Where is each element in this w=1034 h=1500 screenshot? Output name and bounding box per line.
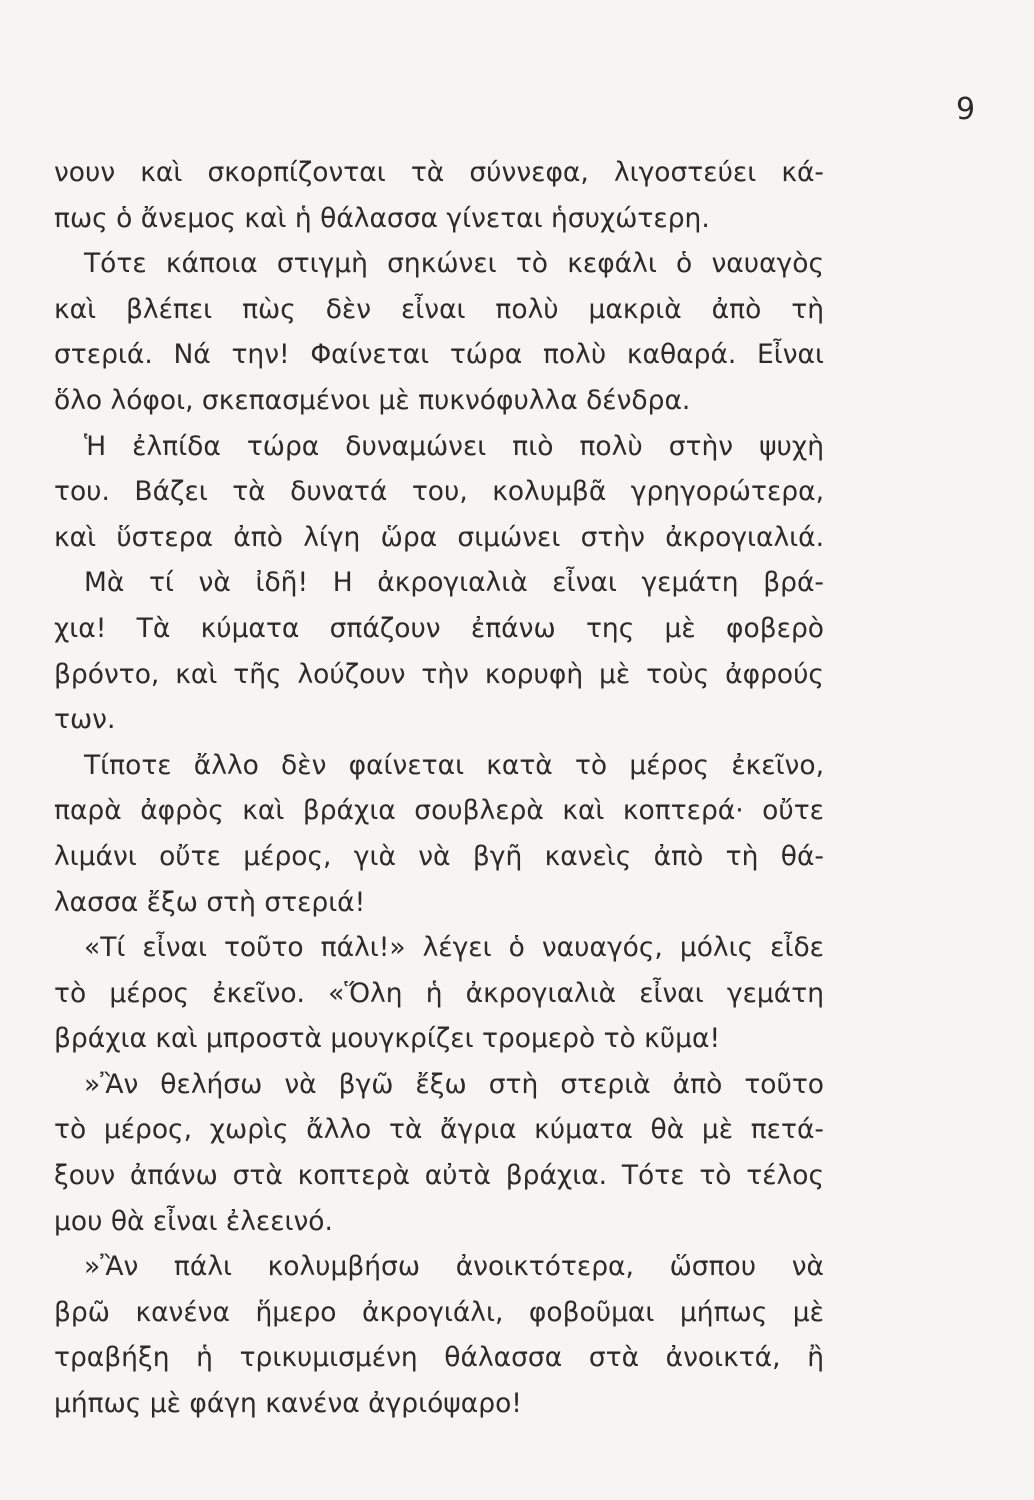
text-line: τὸ μέρος, χωρὶς ἄλλο τὰ ἄγρια κύματα θὰ μὲ πετά- (54, 1114, 824, 1146)
text-line: τραβήξη ἡ τρικυμισμένη θάλασσα στὰ ἀνοικτά, ἢ (54, 1342, 824, 1374)
text-line: βράχια καὶ μπροστὰ μουγκρίζει τρομερὸ τὸ κῦμα! (54, 1023, 721, 1055)
text-line: βρῶ κανένα ἥμερο ἀκρογιάλι, φοβοῦμαι μήπως μὲ (54, 1296, 824, 1328)
text-line: των. (54, 704, 116, 736)
text-line: »Ἂν πάλι κολυμβήσω ἀνοικτότερα, ὥσπου νὰ (84, 1251, 824, 1283)
text-line: Ἡ ἐλπίδα τώρα δυναμώνει πιὸ πολὺ στὴν ψυχὴ (84, 430, 824, 462)
text-line: νουν καὶ σκορπίζονται τὰ σύννεφα, λιγοστεύει κά- (54, 157, 824, 188)
text-line: πως ὁ ἄνεμος καὶ ἡ θάλασσα γίνεται ἡσυχώτερη. (54, 202, 710, 234)
body-text (54, 150, 824, 1427)
text-line: χια! Τὰ κύματα σπάζουν ἐπάνω της μὲ φοβερὸ (54, 612, 824, 644)
text-line: καὶ βλέπει πὼς δὲν εἶναι πολὺ μακριὰ ἀπὸ τὴ (54, 293, 824, 325)
text-line: Μὰ τί νὰ ἰδῆ! Η ἀκρογιαλιὰ εἶναι γεμάτη βρά- (84, 567, 824, 599)
text-line: μήπως μὲ φάγη κανένα ἀγριόψαρο! (54, 1388, 522, 1420)
text-line: «Τί εἶναι τοῦτο πάλι!» λέγει ὁ ναυαγός, μόλις εἶδε (84, 932, 824, 964)
text-line: στεριά. Νά την! Φαίνεται τώρα πολὺ καθαρά. Εἶναι (54, 339, 824, 371)
text-line: τὸ μέρος ἐκεῖνο. «Ὅλη ἡ ἀκρογιαλιὰ εἶναι γεμάτη (54, 977, 824, 1009)
text-line: λιμάνι οὔτε μέρος, γιὰ νὰ βγῆ κανεὶς ἀπὸ τὴ θά- (54, 840, 824, 872)
text-line: λασσα ἔξω στὴ στεριά! (54, 886, 366, 918)
text-line: Τότε κάποια στιγμὴ σηκώνει τὸ κεφάλι ὁ ναυαγὸς (84, 248, 824, 280)
text-line: του. Βάζει τὰ δυνατά του, κολυμβᾶ γρηγορώτερα, (54, 476, 824, 508)
text-line: ξουν ἀπάνω στὰ κοπτερὰ αὐτὰ βράχια. Τότε τὸ τέλος (54, 1160, 824, 1192)
text-line: βρόντο, καὶ τῆς λούζουν τὴν κορυφὴ μὲ τοὺς ἀφρούς (54, 658, 824, 690)
text-line: παρὰ ἀφρὸς καὶ βράχια σουβλερὰ καὶ κοπτερά· οὔτε (54, 795, 824, 827)
text-line: Τίποτε ἄλλο δὲν φαίνεται κατὰ τὸ μέρος ἐκεῖνο, (84, 749, 824, 781)
page-number: 9 (956, 92, 976, 127)
text-line: »Ἂν θελήσω νὰ βγῶ ἔξω στὴ στεριὰ ἀπὸ τοῦτο (84, 1068, 824, 1100)
text-line: μου θὰ εἶναι ἐλεεινό. (54, 1205, 333, 1237)
text-line: καὶ ὕστερα ἀπὸ λίγη ὥρα σιμώνει στὴν ἀκρογιαλιά. (54, 521, 824, 553)
text-line: ὅλο λόφοι, σκεπασμένοι μὲ πυκνόφυλλα δένδρα. (54, 384, 691, 416)
